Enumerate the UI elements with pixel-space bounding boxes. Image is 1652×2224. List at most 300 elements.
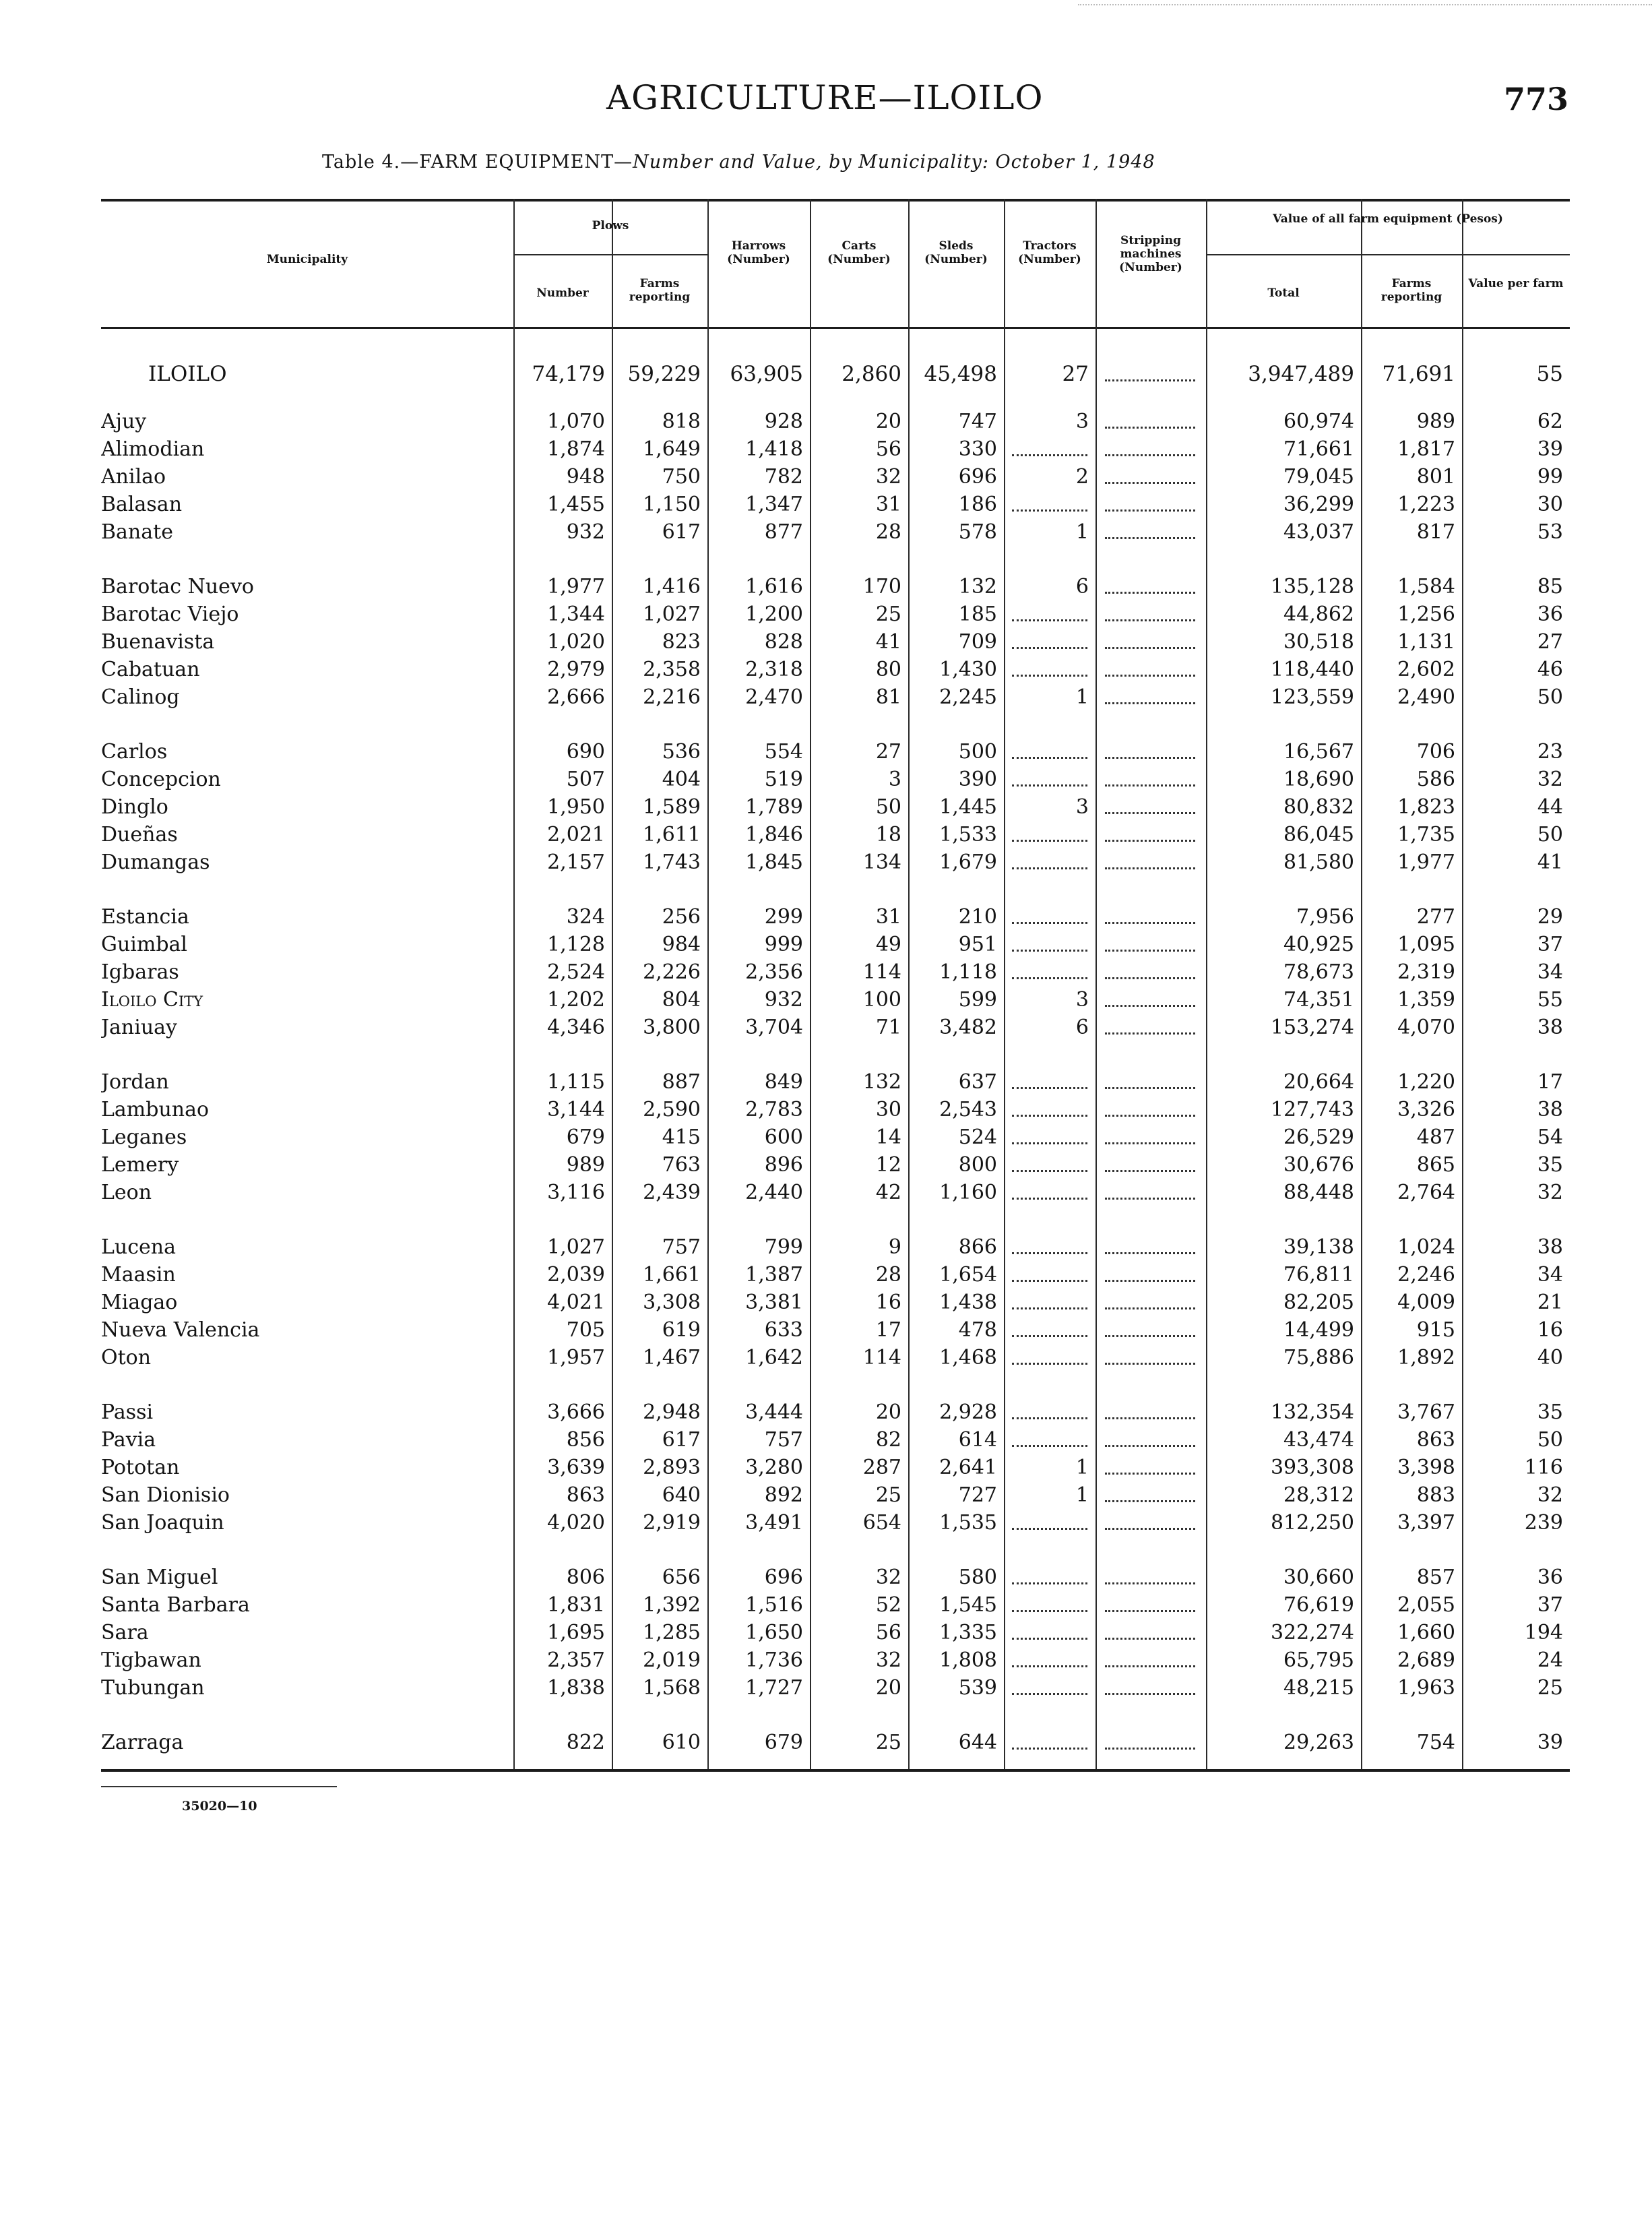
table-row bbox=[101, 1316, 1570, 1344]
plows-number-cell: 1,455 bbox=[547, 493, 605, 516]
value-total-cell: 127,743 bbox=[1270, 1098, 1354, 1121]
table-top-rule bbox=[101, 199, 1570, 202]
harrows-cell: 1,650 bbox=[745, 1621, 803, 1644]
value-per-farm-header: Value per farm bbox=[1468, 277, 1564, 290]
tractors-cell bbox=[1012, 1087, 1087, 1089]
municipality-cell: Leganes bbox=[101, 1123, 512, 1151]
value-total-cell: 14,499 bbox=[1283, 1318, 1354, 1342]
table-row bbox=[101, 1591, 1570, 1619]
municipality-cell: Santa Barbara bbox=[101, 1591, 512, 1619]
harrows-cell: 1,418 bbox=[745, 437, 803, 461]
tractors-cell bbox=[1012, 1170, 1087, 1172]
plows-number-cell: 324 bbox=[566, 905, 605, 929]
plows-farms-cell: 750 bbox=[662, 465, 701, 489]
plows-number-cell: 863 bbox=[566, 1483, 605, 1507]
stripping-cell bbox=[1105, 1142, 1195, 1144]
sleds-cell: 1,438 bbox=[939, 1291, 997, 1314]
sleds-cell: 132 bbox=[958, 575, 997, 598]
harrows-cell: 2,783 bbox=[745, 1098, 803, 1121]
municipality-cell: Cabatuan bbox=[101, 656, 512, 683]
sleds-cell: 3,482 bbox=[939, 1016, 997, 1039]
value-per-farm-cell: 27 bbox=[1537, 630, 1563, 654]
value-total-cell: 86,045 bbox=[1283, 823, 1354, 846]
plows-farms-cell: 2,226 bbox=[643, 960, 701, 984]
stripping-cell bbox=[1105, 1638, 1195, 1640]
municipality-cell: Iloilo City bbox=[101, 986, 512, 1014]
sleds-cell: 637 bbox=[958, 1070, 997, 1094]
plows-farms-cell: 1,611 bbox=[643, 823, 701, 846]
carts-cell: 52 bbox=[875, 1593, 901, 1617]
stripping-cell bbox=[1105, 867, 1195, 869]
carts-cell: 14 bbox=[875, 1125, 901, 1149]
sleds-cell: 1,468 bbox=[939, 1346, 997, 1369]
value-per-farm-cell: 39 bbox=[1537, 437, 1563, 461]
stripping-cell bbox=[1105, 454, 1195, 456]
stripping-cell bbox=[1105, 757, 1195, 759]
value-farms-cell: 1,223 bbox=[1397, 493, 1455, 516]
table-row bbox=[101, 656, 1570, 683]
sleds-cell: 2,245 bbox=[939, 685, 997, 709]
plows-number-cell: 1,977 bbox=[547, 575, 605, 598]
table-row bbox=[101, 1674, 1570, 1702]
carts-cell: 41 bbox=[875, 630, 901, 654]
sleds-cell: 580 bbox=[958, 1566, 997, 1589]
table-row bbox=[101, 931, 1570, 958]
plows-number-cell: 2,666 bbox=[547, 685, 605, 709]
municipality-cell: Barotac Viejo bbox=[101, 600, 512, 628]
sleds-cell: 644 bbox=[958, 1731, 997, 1754]
tractors-cell: 3 bbox=[1075, 795, 1089, 819]
table-row bbox=[101, 1454, 1570, 1481]
plows-number-cell: 2,979 bbox=[547, 658, 605, 681]
stripping-cell bbox=[1105, 1748, 1195, 1750]
municipality-cell: Ajuy bbox=[101, 408, 512, 435]
municipality-cell: Balasan bbox=[101, 491, 512, 518]
carts-cell: 20 bbox=[875, 1676, 901, 1700]
stripping-cell bbox=[1105, 1528, 1195, 1530]
value-farms-cell: 1,735 bbox=[1397, 823, 1455, 846]
plows-number-cell: 3,666 bbox=[547, 1400, 605, 1424]
harrows-cell: 3,280 bbox=[745, 1456, 803, 1479]
harrows-cell: 3,704 bbox=[745, 1016, 803, 1039]
sleds-cell: 1,335 bbox=[939, 1621, 997, 1644]
tractors-cell bbox=[1012, 454, 1087, 456]
tractors-cell bbox=[1012, 1115, 1087, 1117]
plows-farms-header: Farms reporting bbox=[629, 277, 691, 304]
table-row bbox=[101, 1233, 1570, 1261]
sleds-cell: 330 bbox=[958, 437, 997, 461]
plows-farms-cell: 763 bbox=[662, 1153, 701, 1177]
tractors-cell bbox=[1012, 619, 1087, 621]
tractors-cell bbox=[1012, 1693, 1087, 1695]
value-per-farm-cell: 34 bbox=[1537, 1263, 1563, 1287]
harrows-cell: 828 bbox=[764, 630, 803, 654]
stripping-cell bbox=[1105, 840, 1195, 842]
carts-cell: 56 bbox=[875, 1621, 901, 1644]
harrows-cell: 877 bbox=[764, 520, 803, 544]
carts-cell: 20 bbox=[875, 1400, 901, 1424]
value-farms-cell: 2,764 bbox=[1397, 1181, 1455, 1204]
table-row bbox=[101, 1426, 1570, 1454]
value-farms-cell: 4,070 bbox=[1397, 1016, 1455, 1039]
table-row bbox=[101, 463, 1570, 491]
value-subrule bbox=[1206, 254, 1570, 255]
table-bottom-rule bbox=[101, 1769, 1570, 1772]
plows-farms-cell: 2,948 bbox=[643, 1400, 701, 1424]
plows-farms-cell: 1,027 bbox=[643, 603, 701, 626]
carts-cell: 30 bbox=[875, 1098, 901, 1121]
table-row bbox=[101, 958, 1570, 986]
stripping-cell bbox=[1105, 1198, 1195, 1200]
carts-cell: 80 bbox=[875, 658, 901, 681]
municipality-cell: Lambunao bbox=[101, 1096, 512, 1123]
carts-cell: 56 bbox=[875, 437, 901, 461]
tractors-cell bbox=[1012, 1582, 1087, 1584]
plows-number-cell: 948 bbox=[566, 465, 605, 489]
value-farms-cell: 1,584 bbox=[1397, 575, 1455, 598]
sleds-cell: 1,160 bbox=[939, 1181, 997, 1204]
plows-farms-cell: 818 bbox=[662, 410, 701, 433]
plows-farms-cell: 2,893 bbox=[643, 1456, 701, 1479]
plows-header: Plows bbox=[592, 219, 629, 233]
value-per-farm-cell: 36 bbox=[1537, 603, 1563, 626]
value-farms-cell: 754 bbox=[1416, 1731, 1455, 1754]
municipality-cell: Banate bbox=[101, 518, 512, 546]
value-per-farm-cell: 35 bbox=[1537, 1153, 1563, 1177]
plows-number-cell: 1,115 bbox=[547, 1070, 605, 1094]
plows-farms-cell: 804 bbox=[662, 988, 701, 1012]
sleds-cell: 951 bbox=[958, 933, 997, 956]
plows-farms-cell: 640 bbox=[662, 1483, 701, 1507]
municipality-cell: Buenavista bbox=[101, 628, 512, 656]
municipality-cell: Carlos bbox=[101, 738, 512, 766]
tractors-cell bbox=[1012, 1142, 1087, 1144]
value-per-farm-cell: 39 bbox=[1537, 1731, 1563, 1754]
harrows-cell: 896 bbox=[764, 1153, 803, 1177]
value-total-cell: 393,308 bbox=[1270, 1456, 1354, 1479]
carts-cell: 12 bbox=[875, 1153, 901, 1177]
value-per-farm-cell: 32 bbox=[1537, 1483, 1563, 1507]
stripping-cell bbox=[1105, 784, 1195, 786]
table-row bbox=[101, 738, 1570, 766]
table-row bbox=[101, 1619, 1570, 1646]
carts-cell: 114 bbox=[862, 1346, 901, 1369]
carts-cell: 654 bbox=[862, 1511, 901, 1535]
value-per-farm-cell: 25 bbox=[1537, 1676, 1563, 1700]
municipality-cell: Barotac Nuevo bbox=[101, 573, 512, 600]
value-farms-cell: 1,220 bbox=[1397, 1070, 1455, 1094]
plows-farms-cell: 617 bbox=[662, 520, 701, 544]
value-farms-cell: 3,767 bbox=[1397, 1400, 1455, 1424]
tractors-cell bbox=[1012, 784, 1087, 786]
plows-number-cell: 1,070 bbox=[547, 410, 605, 433]
municipality-cell: Oton bbox=[101, 1344, 512, 1371]
plows-farms-cell: 1,661 bbox=[643, 1263, 701, 1287]
table-row bbox=[101, 408, 1570, 435]
carts-cell: 25 bbox=[875, 1483, 901, 1507]
value-per-farm-cell: 50 bbox=[1537, 1428, 1563, 1452]
table-row bbox=[101, 1646, 1570, 1674]
plows-number-cell: 1,831 bbox=[547, 1593, 605, 1617]
plows-number-cell: 4,346 bbox=[547, 1016, 605, 1039]
plows-number-cell: 1,957 bbox=[547, 1346, 605, 1369]
value-per-farm-cell: 55 bbox=[1536, 362, 1563, 386]
plows-number-cell: 1,874 bbox=[547, 437, 605, 461]
tractors-cell bbox=[1012, 977, 1087, 979]
harrows-cell: 1,845 bbox=[745, 851, 803, 874]
sleds-cell: 1,445 bbox=[939, 795, 997, 819]
municipality-cell: Estancia bbox=[101, 903, 512, 931]
value-farms-cell: 2,246 bbox=[1397, 1263, 1455, 1287]
value-total-cell: 75,886 bbox=[1283, 1346, 1354, 1369]
tractors-cell bbox=[1012, 950, 1087, 952]
value-per-farm-cell: 38 bbox=[1537, 1235, 1563, 1259]
value-farms-cell: 1,963 bbox=[1397, 1676, 1455, 1700]
municipality-cell: Miagao bbox=[101, 1289, 512, 1316]
tractors-header: Tractors (Number) bbox=[1018, 239, 1081, 266]
table-row bbox=[101, 1481, 1570, 1509]
stripping-cell bbox=[1105, 1280, 1195, 1282]
harrows-cell: 3,444 bbox=[745, 1400, 803, 1424]
plows-farms-cell: 1,568 bbox=[643, 1676, 701, 1700]
value-total-cell: 76,619 bbox=[1283, 1593, 1354, 1617]
sleds-cell: 696 bbox=[958, 465, 997, 489]
value-farms-cell: 586 bbox=[1416, 768, 1455, 791]
sleds-cell: 578 bbox=[958, 520, 997, 544]
municipality-cell: Jordan bbox=[101, 1068, 512, 1096]
value-per-farm-cell: 40 bbox=[1537, 1346, 1563, 1369]
sleds-cell: 1,535 bbox=[939, 1511, 997, 1535]
table-row bbox=[101, 1179, 1570, 1206]
harrows-cell: 999 bbox=[764, 933, 803, 956]
harrows-cell: 932 bbox=[764, 988, 803, 1012]
value-total-cell: 48,215 bbox=[1283, 1676, 1354, 1700]
tractors-cell bbox=[1012, 509, 1087, 512]
table-row bbox=[101, 1509, 1570, 1537]
plows-number-cell: 4,021 bbox=[547, 1291, 605, 1314]
harrows-cell: 554 bbox=[764, 740, 803, 764]
table-row bbox=[101, 1068, 1570, 1096]
municipality-header: Municipality bbox=[266, 253, 348, 266]
value-total-cell: 123,559 bbox=[1270, 685, 1354, 709]
harrows-cell: 2,470 bbox=[745, 685, 803, 709]
value-per-farm-cell: 38 bbox=[1537, 1098, 1563, 1121]
plows-number-cell: 1,838 bbox=[547, 1676, 605, 1700]
stripping-cell bbox=[1105, 619, 1195, 621]
plows-farms-cell: 1,743 bbox=[643, 851, 701, 874]
value-per-farm-cell: 32 bbox=[1537, 1181, 1563, 1204]
municipality-cell: Lucena bbox=[101, 1233, 512, 1261]
harrows-cell: 1,736 bbox=[745, 1648, 803, 1672]
plows-farms-cell: 610 bbox=[662, 1731, 701, 1754]
plows-number-cell: 989 bbox=[566, 1153, 605, 1177]
carts-cell: 49 bbox=[875, 933, 901, 956]
table-row bbox=[101, 821, 1570, 848]
stripping-cell bbox=[1105, 1473, 1195, 1475]
value-total-cell: 29,263 bbox=[1283, 1731, 1354, 1754]
value-total-cell: 30,518 bbox=[1283, 630, 1354, 654]
value-per-farm-cell: 239 bbox=[1524, 1511, 1563, 1535]
plows-number-cell: 1,128 bbox=[547, 933, 605, 956]
plows-farms-cell: 757 bbox=[662, 1235, 701, 1259]
municipality-cell: Guimbal bbox=[101, 931, 512, 958]
tractors-cell bbox=[1012, 647, 1087, 649]
plows-farms-cell: 2,358 bbox=[643, 658, 701, 681]
stripping-cell bbox=[1105, 1335, 1195, 1337]
plows-farms-cell: 1,150 bbox=[643, 493, 701, 516]
value-farms-cell: 1,359 bbox=[1397, 988, 1455, 1012]
sleds-cell: 614 bbox=[958, 1428, 997, 1452]
plows-farms-cell: 1,416 bbox=[643, 575, 701, 598]
value-farms-cell: 883 bbox=[1416, 1483, 1455, 1507]
plows-number-cell: 806 bbox=[566, 1566, 605, 1589]
tractors-cell bbox=[1012, 1748, 1087, 1750]
harrows-cell: 782 bbox=[764, 465, 803, 489]
sleds-cell: 2,543 bbox=[939, 1098, 997, 1121]
sleds-cell: 1,654 bbox=[939, 1263, 997, 1287]
value-total-cell: 65,795 bbox=[1283, 1648, 1354, 1672]
value-per-farm-cell: 53 bbox=[1537, 520, 1563, 544]
plows-number-cell: 679 bbox=[566, 1125, 605, 1149]
value-per-farm-cell: 55 bbox=[1537, 988, 1563, 1012]
table-body bbox=[101, 361, 1570, 1756]
value-farms-cell: 4,009 bbox=[1397, 1291, 1455, 1314]
stripping-cell bbox=[1105, 1087, 1195, 1089]
sleds-cell: 478 bbox=[958, 1318, 997, 1342]
table-row bbox=[101, 793, 1570, 821]
plows-number-cell: 507 bbox=[566, 768, 605, 791]
carts-cell: 2,860 bbox=[841, 362, 901, 386]
value-total-cell: 88,448 bbox=[1283, 1181, 1354, 1204]
carts-cell: 25 bbox=[875, 603, 901, 626]
harrows-cell: 1,516 bbox=[745, 1593, 803, 1617]
tractors-cell bbox=[1012, 1445, 1087, 1447]
value-farms-cell: 857 bbox=[1416, 1566, 1455, 1589]
harrows-cell: 1,642 bbox=[745, 1346, 803, 1369]
value-total-cell: 81,580 bbox=[1283, 851, 1354, 874]
tractors-cell bbox=[1012, 1665, 1087, 1667]
value-per-farm-cell: 37 bbox=[1537, 933, 1563, 956]
municipality-cell: San Miguel bbox=[101, 1564, 512, 1591]
stripping-cell bbox=[1105, 1417, 1195, 1419]
sleds-cell: 1,118 bbox=[939, 960, 997, 984]
value-farms-cell: 71,691 bbox=[1382, 362, 1455, 386]
tractors-cell: 1 bbox=[1075, 685, 1089, 709]
value-farms-cell: 3,397 bbox=[1397, 1511, 1455, 1535]
value-farms-cell: 2,689 bbox=[1397, 1648, 1455, 1672]
municipality-cell: Tubungan bbox=[101, 1674, 512, 1702]
value-farms-header: Farms reporting bbox=[1380, 277, 1442, 304]
value-per-farm-cell: 30 bbox=[1537, 493, 1563, 516]
harrows-cell: 849 bbox=[764, 1070, 803, 1094]
footer-code: 35020—10 bbox=[182, 1799, 257, 1814]
footer-rule bbox=[101, 1786, 337, 1787]
tractors-cell: 2 bbox=[1075, 465, 1089, 489]
table-row bbox=[101, 491, 1570, 518]
stripping-cell bbox=[1105, 1032, 1195, 1034]
stripping-cell bbox=[1105, 1307, 1195, 1309]
harrows-cell: 757 bbox=[764, 1428, 803, 1452]
plows-number-cell: 690 bbox=[566, 740, 605, 764]
harrows-cell: 1,347 bbox=[745, 493, 803, 516]
municipality-cell: Passi bbox=[101, 1398, 512, 1426]
value-farms-cell: 2,490 bbox=[1397, 685, 1455, 709]
municipality-cell: ILOILO bbox=[148, 361, 512, 388]
plows-number-cell: 822 bbox=[566, 1731, 605, 1754]
table-row bbox=[101, 1564, 1570, 1591]
value-total-cell: 60,974 bbox=[1283, 410, 1354, 433]
table-row bbox=[101, 1096, 1570, 1123]
value-farms-cell: 1,817 bbox=[1397, 437, 1455, 461]
value-total-header: Total bbox=[1267, 286, 1300, 300]
sleds-cell: 709 bbox=[958, 630, 997, 654]
carts-cell: 32 bbox=[875, 465, 901, 489]
carts-cell: 27 bbox=[875, 740, 901, 764]
sleds-cell: 185 bbox=[958, 603, 997, 626]
plows-farms-cell: 656 bbox=[662, 1566, 701, 1589]
value-total-cell: 40,925 bbox=[1283, 933, 1354, 956]
plows-number-cell: 3,144 bbox=[547, 1098, 605, 1121]
stripping-cell bbox=[1105, 1252, 1195, 1254]
carts-cell: 16 bbox=[875, 1291, 901, 1314]
value-farms-cell: 915 bbox=[1416, 1318, 1455, 1342]
harrows-cell: 2,356 bbox=[745, 960, 803, 984]
carts-cell: 134 bbox=[862, 851, 901, 874]
table-caption-prefix: Table 4.—FARM EQUIPMENT— bbox=[322, 152, 633, 173]
plows-farms-cell: 3,308 bbox=[643, 1291, 701, 1314]
plows-number-cell: 2,039 bbox=[547, 1263, 605, 1287]
table-row bbox=[101, 766, 1570, 793]
sleds-cell: 599 bbox=[958, 988, 997, 1012]
stripping-cell bbox=[1105, 675, 1195, 677]
stripping-cell bbox=[1105, 1610, 1195, 1612]
page-title: AGRICULTURE—ILOILO bbox=[606, 78, 1044, 117]
plows-farms-cell: 2,019 bbox=[643, 1648, 701, 1672]
harrows-cell: 1,616 bbox=[745, 575, 803, 598]
stripping-cell bbox=[1105, 379, 1195, 381]
tractors-cell bbox=[1012, 1528, 1087, 1530]
value-farms-cell: 1,024 bbox=[1397, 1235, 1455, 1259]
municipality-cell: Pototan bbox=[101, 1454, 512, 1481]
table-row bbox=[101, 435, 1570, 463]
harrows-cell: 299 bbox=[764, 905, 803, 929]
municipality-cell: Maasin bbox=[101, 1261, 512, 1289]
total-row bbox=[101, 361, 1570, 408]
plows-number-cell: 1,695 bbox=[547, 1621, 605, 1644]
municipality-cell: Pavia bbox=[101, 1426, 512, 1454]
value-per-farm-cell: 116 bbox=[1524, 1456, 1563, 1479]
sleds-cell: 539 bbox=[958, 1676, 997, 1700]
value-per-farm-cell: 38 bbox=[1537, 1016, 1563, 1039]
value-farms-cell: 3,398 bbox=[1397, 1456, 1455, 1479]
harrows-cell: 679 bbox=[764, 1731, 803, 1754]
plows-farms-cell: 823 bbox=[662, 630, 701, 654]
value-per-farm-cell: 50 bbox=[1537, 685, 1563, 709]
harrows-cell: 1,789 bbox=[745, 795, 803, 819]
carts-cell: 31 bbox=[875, 905, 901, 929]
carts-cell: 31 bbox=[875, 493, 901, 516]
value-farms-cell: 706 bbox=[1416, 740, 1455, 764]
tractors-cell bbox=[1012, 1363, 1087, 1365]
plows-number-cell: 2,021 bbox=[547, 823, 605, 846]
plows-number-cell: 2,357 bbox=[547, 1648, 605, 1672]
municipality-cell: Tigbawan bbox=[101, 1646, 512, 1674]
value-per-farm-cell: 32 bbox=[1537, 768, 1563, 791]
municipality-cell: Lemery bbox=[101, 1151, 512, 1179]
harrows-cell: 2,318 bbox=[745, 658, 803, 681]
harrows-cell: 3,381 bbox=[745, 1291, 803, 1314]
plows-farms-cell: 1,467 bbox=[643, 1346, 701, 1369]
